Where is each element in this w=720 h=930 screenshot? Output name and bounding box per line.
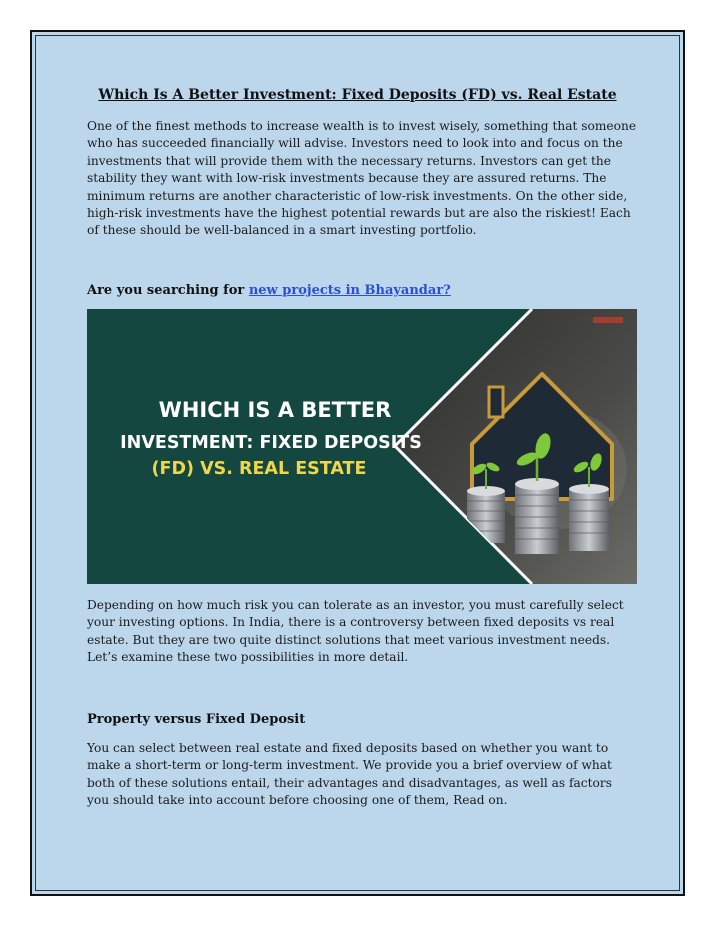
body-paragraph: Depending on how much risk you can tolerate as an investor, you must carefully select your investing options. In India, there is a controversy between fixed deposits vs real estate. But they are two quite distinct solutions that meet various investment needs. Let’s examine these two possibilities in more detail. — [87, 598, 624, 665]
banner-line-3: (FD) VS. REAL ESTATE — [151, 459, 367, 479]
intro-paragraph: One of the finest methods to increase wealth is to invest wisely, something that someone who has succeeded financially will advise. Investors need to look into and focus on the investments that will provide them with the necessary returns. Investors can get the stability they want with low-risk investments because they are assured returns. The minimum returns are another characteristic of low-risk investments. On the other side, high-risk investments have the highest potential rewards but are also the riskiest! Each of these should be well-balanced in a smart investing portfolio. — [87, 119, 637, 238]
question-text: Are you searching for — [87, 283, 249, 298]
article-banner — [87, 309, 637, 584]
coin-stacks-icon — [467, 478, 609, 554]
banner-line-1: WHICH IS A BETTER — [158, 398, 392, 422]
article-title: Which Is A Better Investment: Fixed Deposits (FD) vs. Real Estate — [98, 87, 617, 103]
closing-paragraph: You can select between real estate and fixed deposits based on whether you want to make a short-term or long-term investment. We provide you a brief overview of what both of these solutions entail, their advantages and disadvantages, as well as factors you should take into account before choosing one of them, Read on. — [87, 741, 612, 808]
project-question — [87, 283, 451, 298]
section-heading: Property versus Fixed Deposit — [87, 712, 306, 727]
document-page — [30, 30, 685, 896]
brand-mark-icon — [593, 317, 623, 323]
banner-line-2: INVESTMENT: FIXED DEPOSITS — [120, 433, 422, 453]
bhayandar-projects-link[interactable]: new projects in Bhayandar? — [248, 283, 451, 298]
